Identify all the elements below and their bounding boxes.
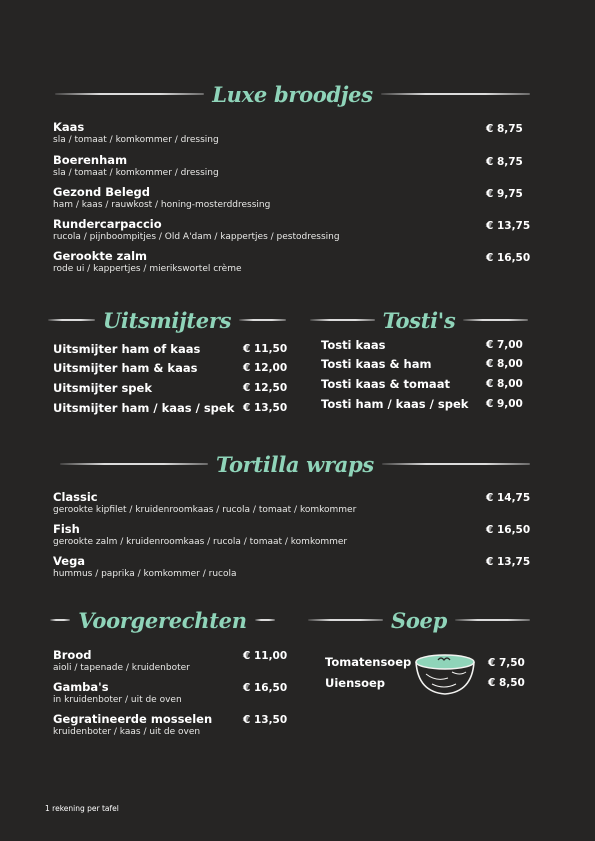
menu-item [53, 120, 219, 145]
menu-item [53, 522, 347, 547]
item-price: € 11,00 [243, 650, 288, 662]
chalk-line-left [50, 619, 70, 621]
item-name: Uitsmijter spek [53, 381, 152, 395]
item-name: Tomatensoep [325, 655, 412, 669]
item-description: in kruidenboter / uit de oven [53, 695, 182, 705]
section-heading-luxe [55, 80, 530, 108]
menu-item [53, 217, 340, 242]
chalk-line-right [255, 619, 275, 621]
section-title-voorgerechten: Voorgerechten [78, 607, 247, 633]
section-title-tostis: Tosti's [382, 307, 456, 333]
chalk-line-left [48, 319, 95, 321]
soup-bowl-icon [414, 652, 476, 696]
item-description: rucola / pijnboompitjes / Old A'dam / kappertjes / pestodressing [53, 232, 340, 242]
item-name: Gezond Belegd [53, 185, 151, 199]
section-title-uitsmijters: Uitsmijters [102, 307, 232, 333]
item-price: € 12,00 [243, 362, 288, 374]
item-price: € 12,50 [243, 382, 288, 394]
item-description: gerookte zalm / kruidenroomkaas / rucola / tomaat / komkommer [53, 537, 348, 547]
menu-item [53, 680, 182, 705]
item-name: Tosti kaas & ham [321, 357, 432, 371]
item-price: € 11,50 [243, 343, 288, 355]
item-name: Uitsmijter ham / kaas / spek [53, 401, 235, 415]
item-description: rode ui / kappertjes / mierikswortel crème [53, 264, 242, 274]
item-name: Vega [53, 554, 86, 568]
item-description: gerookte kipfilet / kruidenroomkaas / rucola / tomaat / komkommer [53, 505, 357, 515]
item-name: Kaas [53, 120, 85, 134]
item-price: € 8,75 [486, 123, 523, 135]
item-name: Brood [53, 648, 92, 662]
chalk-line-right [463, 319, 528, 321]
item-description: sla / tomaat / komkommer / dressing [53, 168, 219, 178]
chalk-line-left [308, 619, 383, 621]
item-price: € 9,00 [486, 398, 523, 410]
item-name: Tosti ham / kaas / spek [321, 397, 469, 411]
chalk-line-right [381, 93, 530, 95]
chalk-line-left [55, 93, 204, 95]
footnote: 1 rekening per tafel [45, 804, 119, 813]
item-name: Gerookte zalm [53, 249, 148, 263]
item-price: € 8,00 [486, 358, 523, 370]
item-description: hummus / paprika / komkommer / rucola [53, 569, 237, 579]
menu-item [53, 153, 219, 178]
item-name: Gamba's [53, 680, 109, 694]
item-price: € 16,50 [486, 252, 531, 264]
item-name: Boerenham [53, 153, 128, 167]
section-heading-soep [308, 606, 530, 634]
item-price: € 9,75 [486, 188, 523, 200]
chalk-line-left [60, 463, 208, 465]
item-price: € 13,50 [243, 714, 288, 726]
section-heading-tostis [310, 306, 528, 334]
section-title-luxe: Luxe broodjes [212, 81, 373, 107]
item-name: Gegratineerde mosselen [53, 712, 213, 726]
item-price: € 8,50 [488, 677, 525, 689]
menu-item [53, 490, 356, 515]
section-title-wraps: Tortilla wraps [216, 451, 374, 477]
chalk-line-left [310, 319, 375, 321]
item-description: aioli / tapenade / kruidenboter [53, 663, 190, 673]
item-price: € 8,00 [486, 378, 523, 390]
item-name: Tosti kaas & tomaat [321, 377, 450, 391]
menu-item [53, 185, 270, 210]
chalk-line-right [382, 463, 530, 465]
menu-item [53, 648, 190, 673]
item-price: € 16,50 [243, 682, 288, 694]
item-price: € 13,75 [486, 556, 531, 568]
item-name: Fish [53, 522, 80, 536]
item-price: € 13,75 [486, 220, 531, 232]
item-price: € 8,75 [486, 156, 523, 168]
item-name: Uitsmijter ham of kaas [53, 342, 201, 356]
item-description: kruidenboter / kaas / uit de oven [53, 727, 201, 737]
item-description: sla / tomaat / komkommer / dressing [53, 135, 219, 145]
item-name: Classic [53, 490, 98, 504]
item-name: Tosti kaas [321, 338, 386, 352]
item-price: € 7,00 [486, 339, 523, 351]
item-price: € 13,50 [243, 402, 288, 414]
item-name: Uiensoep [325, 676, 386, 690]
menu-item [53, 554, 237, 579]
item-description: ham / kaas / rauwkost / honing-mosterddressing [53, 200, 271, 210]
section-heading-uitsmijters [48, 306, 286, 334]
section-heading-voorgerechten [50, 606, 275, 634]
menu-item [53, 249, 242, 274]
item-price: € 7,50 [488, 657, 525, 669]
item-name: Rundercarpaccio [53, 217, 162, 231]
section-heading-wraps [60, 450, 530, 478]
item-name: Uitsmijter ham & kaas [53, 361, 198, 375]
item-price: € 16,50 [486, 524, 531, 536]
section-title-soep: Soep [390, 607, 448, 633]
item-price: € 14,75 [486, 492, 531, 504]
menu-item [53, 712, 212, 737]
chalk-line-right [455, 619, 530, 621]
chalk-line-right [239, 319, 286, 321]
